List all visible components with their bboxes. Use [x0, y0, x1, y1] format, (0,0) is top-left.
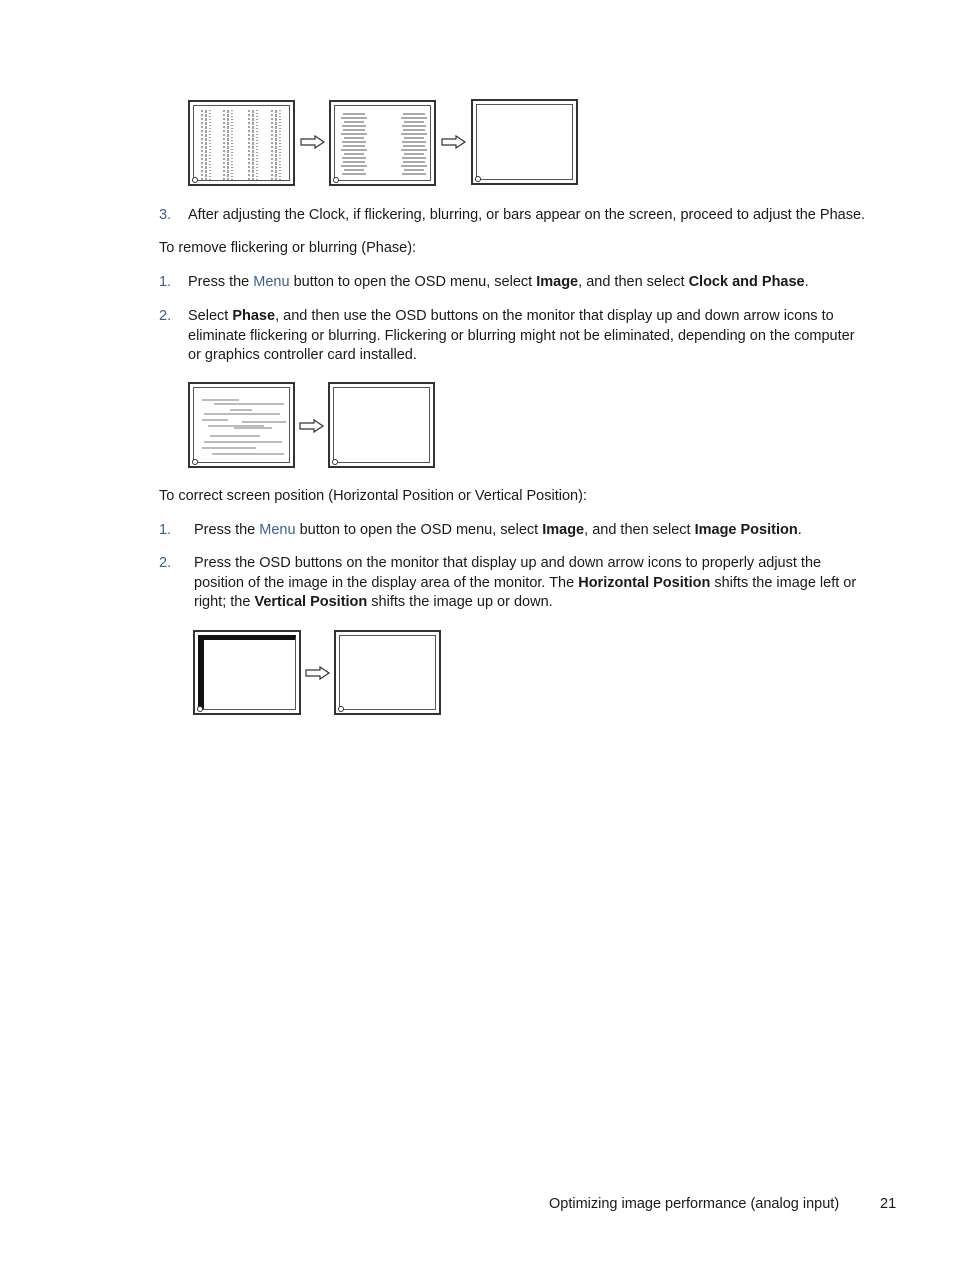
phase-step-2-text: Select Phase, and then use the OSD buttons on the monitor that display up and down arrow icons to eliminate flickering or blurring. Flickering or blurring might not be eliminated, depending on the computer or graphics controller card installed.: [188, 308, 855, 363]
page-number: 21: [880, 1196, 897, 1212]
monitor-clear: [471, 99, 578, 185]
monitor-clear: [328, 382, 435, 468]
phase-step-1-text: Press the Menu button to open the OSD menu, select Image, and then select Clock and Phase.: [188, 274, 809, 290]
arrow-right-icon: [441, 135, 467, 149]
monitor-vertical-bars: [188, 100, 295, 186]
menu-link: Menu: [259, 522, 296, 538]
arrow-right-icon: [305, 666, 331, 680]
monitor-clear: [334, 630, 441, 715]
phase-step-2-number: 2.: [159, 308, 172, 324]
step-3-number: 3.: [159, 207, 172, 223]
arrow-right-icon: [300, 135, 326, 149]
monitor-offset-image: [193, 630, 301, 715]
phase-intro: To remove flickering or blurring (Phase):: [159, 240, 417, 256]
position-intro: To correct screen position (Horizontal Position or Vertical Position):: [159, 488, 587, 504]
position-step-2-number: 2.: [159, 555, 172, 571]
position-step-1-text: Press the Menu button to open the OSD menu, select Image, and then select Image Position.: [194, 522, 802, 538]
monitor-blurred-text: [188, 382, 295, 468]
position-step-2-text: Press the OSD buttons on the monitor that display up and down arrow icons to properly adjust the position of the image in the display area of the monitor. The Horizontal Position shifts the image left or right; the Vertical Position shifts the image up or down.: [194, 555, 857, 610]
arrow-right-icon: [299, 419, 325, 433]
menu-link: Menu: [253, 274, 290, 290]
footer-title: Optimizing image performance (analog input): [549, 1196, 840, 1212]
monitor-blurred-bars: [329, 100, 436, 186]
step-3-text: After adjusting the Clock, if flickering, blurring, or bars appear on the screen, proceed to adjust the Phase.: [188, 207, 866, 223]
phase-step-1-number: 1.: [159, 274, 172, 290]
position-step-1-number: 1.: [159, 522, 172, 538]
